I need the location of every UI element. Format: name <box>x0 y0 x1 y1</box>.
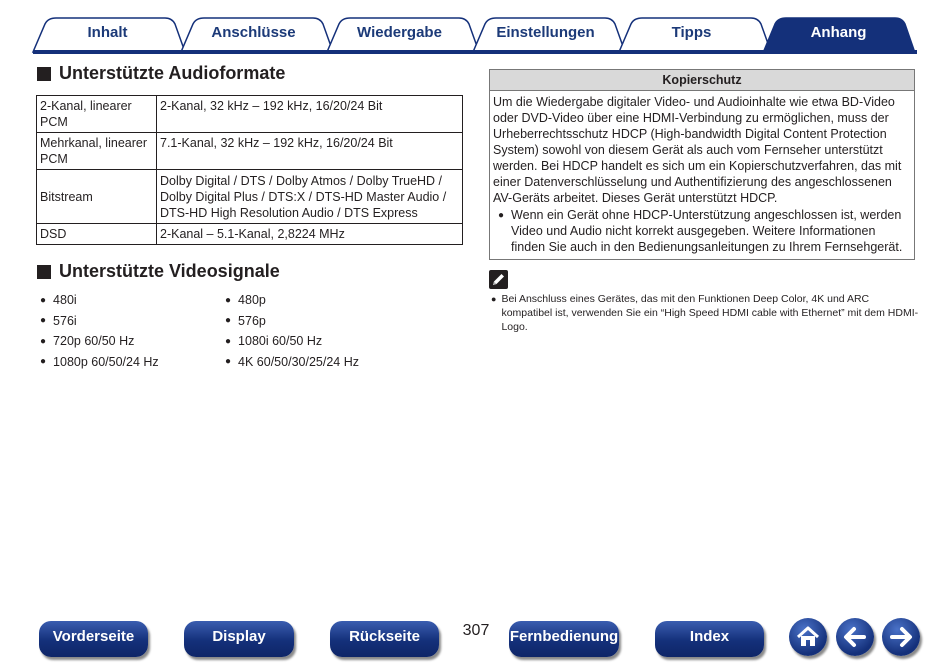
page-number: 307 <box>462 622 490 639</box>
copy-protection-box <box>489 69 915 260</box>
list-item <box>40 334 134 348</box>
table-row <box>37 96 463 133</box>
table-cell-format: Bitstream <box>37 170 157 224</box>
tab-einstellungen[interactable]: Einstellungen <box>496 24 595 41</box>
arrow-right-icon <box>882 618 920 656</box>
note-item <box>491 292 921 334</box>
copy-protection-bullet-text: Wenn ein Gerät ohne HDCP-Unterstützung angeschlossen ist, werden Video und Audio nicht korrekt ausgegeben. Weitere Informationen finden Sie auch in den Bedienungsanleitungen zu Ihrem Fernsehgerät. <box>511 208 903 254</box>
table-cell-spec: 2-Kanal, 32 kHz – 192 kHz, 16/20/24 Bit <box>157 96 463 133</box>
list-row <box>40 355 420 376</box>
audio-format-table <box>36 95 463 245</box>
display-button[interactable]: Display <box>184 621 294 657</box>
tab-anschluesse[interactable]: Anschlüsse <box>211 24 296 41</box>
video-signal: 480i <box>53 293 77 307</box>
home-button[interactable] <box>789 618 827 656</box>
bullet-icon: ● <box>40 315 47 326</box>
bullet-icon: ● <box>225 335 232 347</box>
pencil-glyph <box>489 270 508 289</box>
audio-section-title-text: Unterstützte Audioformate <box>59 63 286 83</box>
bullet-icon: ● <box>40 294 47 306</box>
video-section-title-text: Unterstützte Videosignale <box>59 261 280 281</box>
home-icon <box>789 618 827 656</box>
next-page-button[interactable] <box>882 618 920 656</box>
top-tab-bar <box>0 0 950 56</box>
bullet-icon: ● <box>40 335 47 347</box>
video-signal: 480p <box>238 293 266 307</box>
video-signal: 1080p 60/50/24 Hz <box>53 354 159 369</box>
bullet-icon: ● <box>225 315 232 326</box>
tab-tipps[interactable]: Tipps <box>671 24 712 41</box>
copy-protection-title: Kopierschutz <box>490 70 914 91</box>
rear-panel-button[interactable]: Rückseite <box>330 621 439 657</box>
audio-section-title <box>37 63 285 84</box>
pencil-icon <box>489 270 508 289</box>
table-cell-spec: 2-Kanal – 5.1-Kanal, 2,8224 MHz <box>157 224 463 245</box>
tab-anhang[interactable]: Anhang <box>810 24 867 41</box>
table-cell-spec: Dolby Digital / DTS / Dolby Atmos / Dolby TrueHD / Dolby Digital Plus / DTS:X / DTS-HD Master Audio / DTS-HD High Resolution Audio / DTS Express <box>157 170 463 224</box>
list-row <box>40 293 420 314</box>
table-cell-format: Mehrkanal, linearer PCM <box>37 133 157 170</box>
list-item <box>225 293 266 307</box>
table-row <box>37 170 463 224</box>
video-signal: 576i <box>53 313 77 328</box>
table-row <box>37 224 463 245</box>
table-cell-spec: 7.1-Kanal, 32 kHz – 192 kHz, 16/20/24 Bit <box>157 133 463 170</box>
note-text: Bei Anschluss eines Gerätes, das mit den Funktionen Deep Color, 4K und ARC kompatibel ist, verwenden Sie ein “High Speed HDMI cable with Ethernet” mit dem HDMI-Logo. <box>501 293 919 333</box>
table-cell-format: 2-Kanal, linearer PCM <box>37 96 157 133</box>
list-item <box>225 355 359 369</box>
tab-baseline <box>33 50 917 54</box>
arrow-left-icon <box>836 618 874 656</box>
front-panel-button[interactable]: Vorderseite <box>39 621 148 657</box>
previous-page-button[interactable] <box>836 618 874 656</box>
video-signal: 720p 60/50 Hz <box>53 334 135 348</box>
table-cell-format: DSD <box>37 224 157 245</box>
remote-control-button[interactable]: Fernbedienung <box>509 621 619 657</box>
list-item <box>40 314 77 328</box>
list-item <box>225 314 266 328</box>
copy-protection-text: Um die Wiedergabe digitaler Video- und Audioinhalte wie etwa BD-Video oder DVD-Video über eine HDMI-Verbindung zu ermöglichen, muss der Urheberrechtsschutz HDCP (High-bandwidth Digital Content Protection System) sowohl von diesem Gerät als auch vom Fernseher unterstützt werden. Bei HDCP handelt es sich um ein Kopierschutzverfahren, das mit einer Datenverschlüsselung und Authentifizierung des angeschlossenen AV-Geräts arbeitet. Dieses Gerät unterstützt HDCP. <box>493 95 902 205</box>
video-signal: 4K 60/50/30/25/24 Hz <box>238 354 359 369</box>
video-signal-list <box>40 293 420 375</box>
tab-wiedergabe[interactable]: Wiedergabe <box>357 24 442 41</box>
list-item <box>225 334 322 348</box>
bullet-icon: ● <box>491 294 497 304</box>
heading-square-icon <box>37 67 51 81</box>
video-signal: 1080i 60/50 Hz <box>238 334 323 348</box>
bullet-icon: ● <box>225 294 232 306</box>
tab-inhalt[interactable]: Inhalt <box>87 24 128 41</box>
bullet-icon: ● <box>498 210 505 221</box>
video-section-title <box>37 261 280 282</box>
video-signal: 576p <box>238 313 266 328</box>
table-row <box>37 133 463 170</box>
list-item <box>493 207 911 255</box>
list-row <box>40 314 420 335</box>
list-item <box>40 355 159 369</box>
bullet-icon: ● <box>225 356 232 367</box>
heading-square-icon <box>37 265 51 279</box>
list-row <box>40 334 420 355</box>
bullet-icon: ● <box>40 356 47 367</box>
copy-protection-body <box>490 91 914 259</box>
list-item <box>40 293 77 307</box>
index-button[interactable]: Index <box>655 621 764 657</box>
